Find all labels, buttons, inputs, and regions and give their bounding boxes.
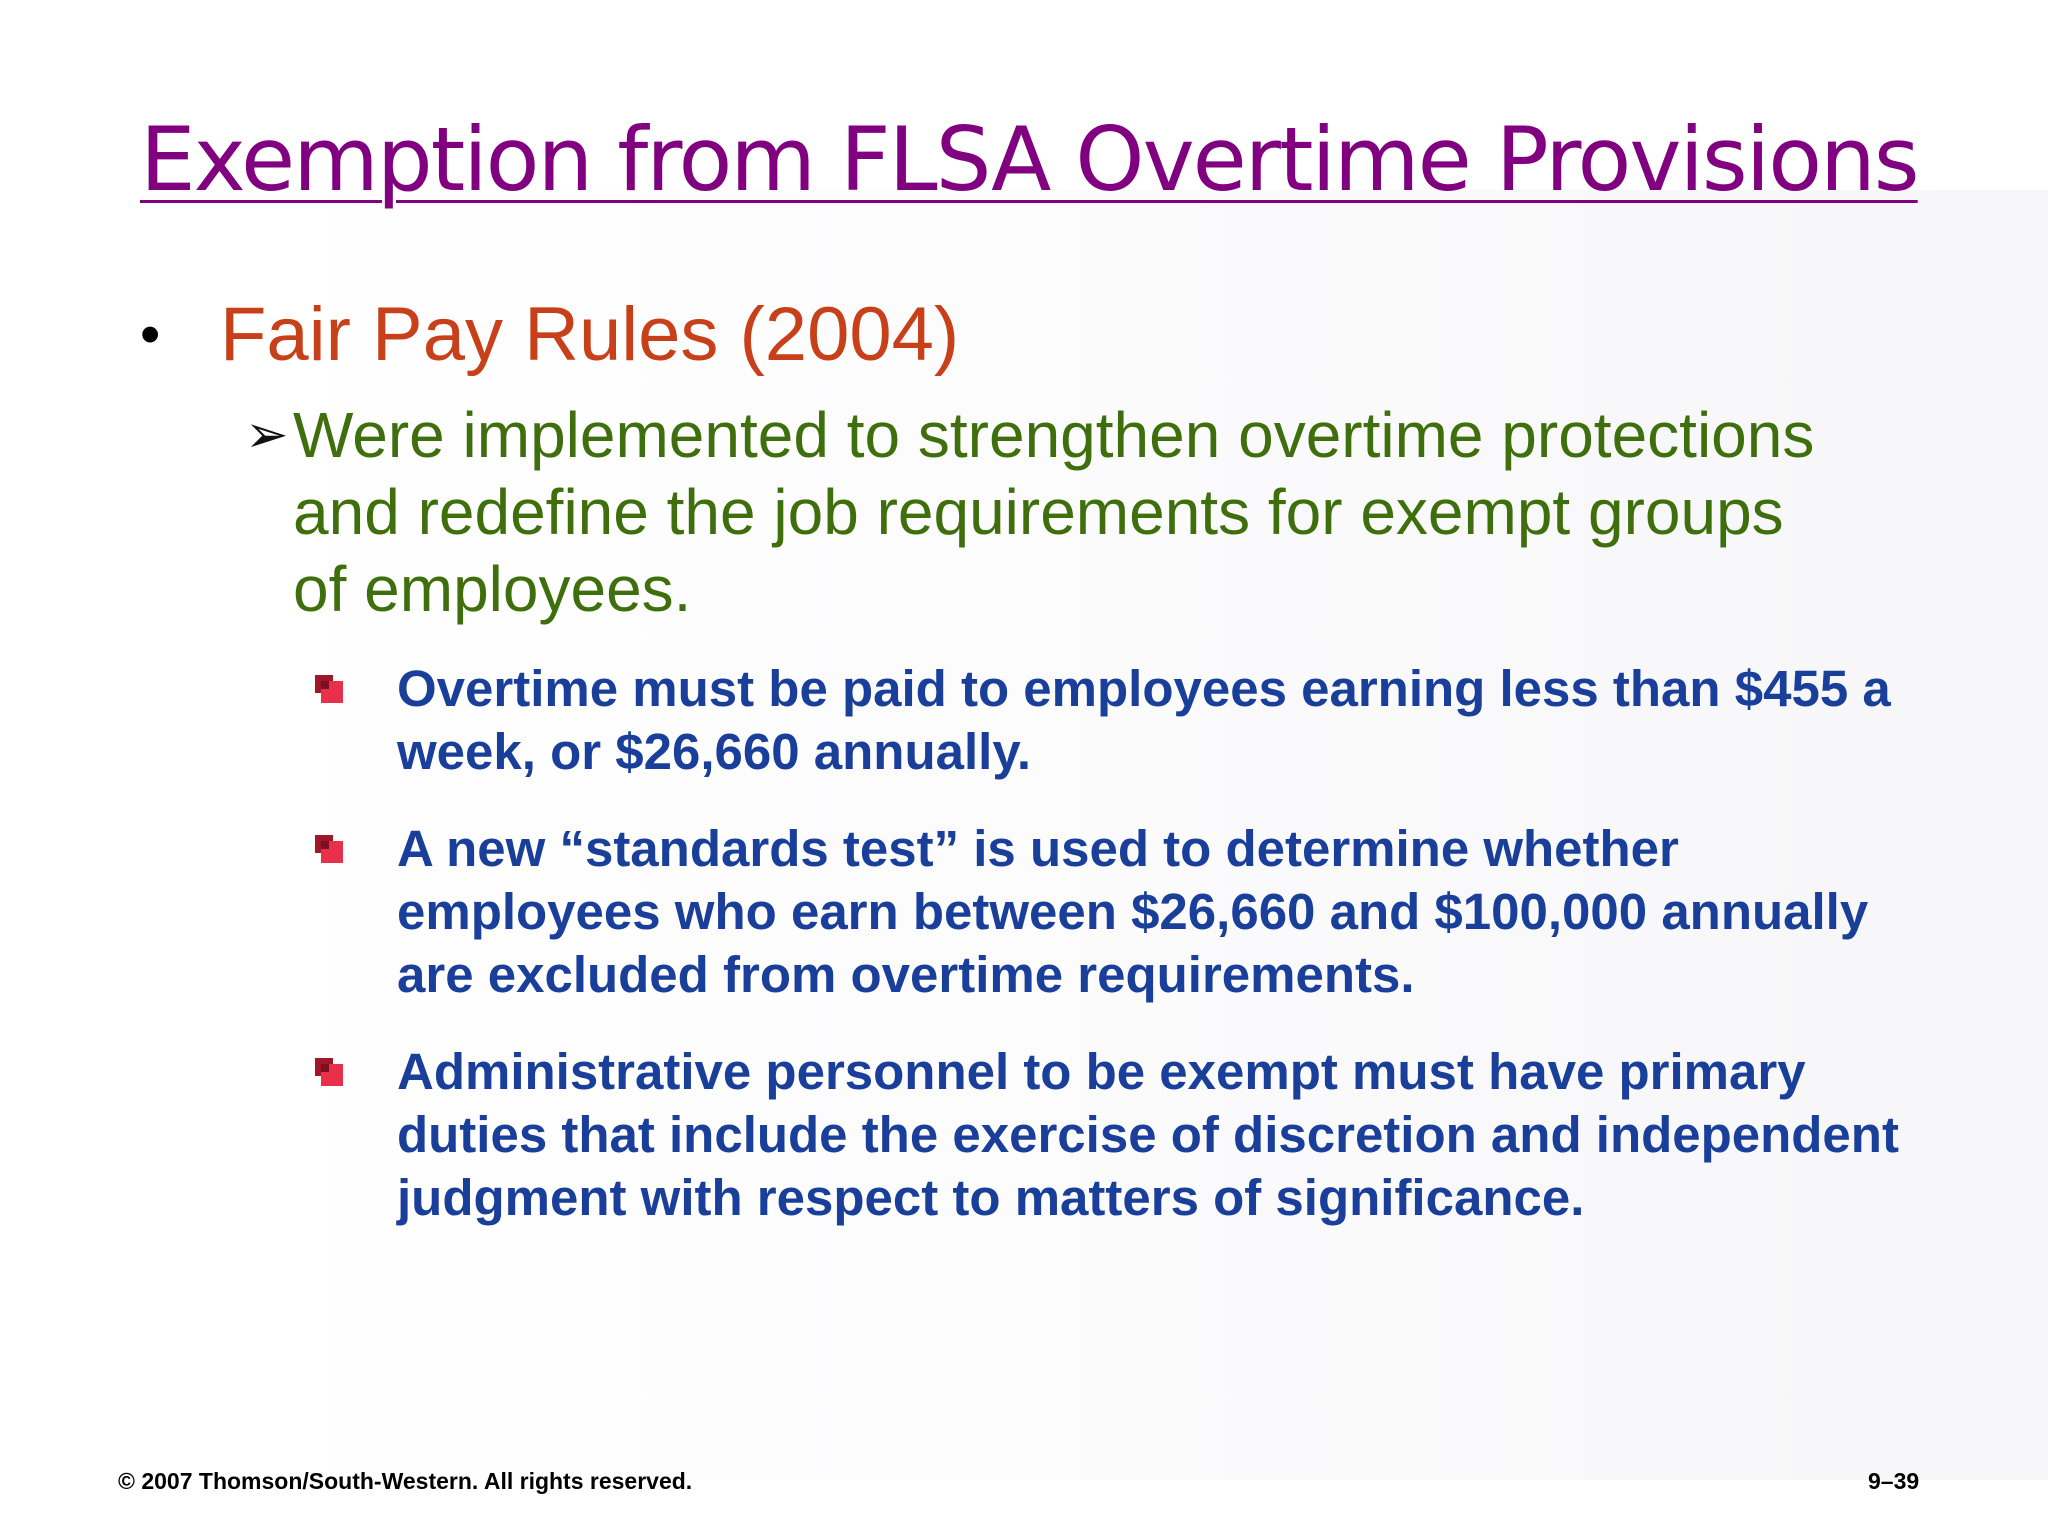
bullet-level-3-text: Administrative personnel to be exempt must have primary duties that include the exercise of discretion and independent judgment with respect to matters of significance. <box>397 1043 1899 1226</box>
red-square-bullet-icon <box>315 1058 343 1086</box>
slide-title: Exemption from FLSA Overtime Provisions <box>140 108 1918 211</box>
bullet-level-3-list <box>315 657 1935 1263</box>
list-item <box>315 817 1935 1006</box>
footer-slide-number: 9–39 <box>1868 1468 1920 1494</box>
bullet-level-1 <box>140 290 959 380</box>
footer-copyright: © 2007 Thomson/South-Western. All rights reserved. <box>118 1468 693 1494</box>
bullet-level-3-text: A new “standards test” is used to determine whether employees who earn between $26,660 and $100,000 annually are excluded from overtime requirements. <box>397 820 1869 1003</box>
list-item <box>315 657 1935 783</box>
arrow-bullet-icon: ➢ <box>245 405 289 465</box>
bullet-dot-icon: • <box>140 302 161 367</box>
bullet-level-3-text: Overtime must be paid to employees earning less than $455 a week, or $26,660 annually. <box>397 660 1891 780</box>
red-square-bullet-icon <box>315 835 343 863</box>
bullet-level-2 <box>245 397 1845 628</box>
red-square-bullet-icon <box>315 675 343 703</box>
bullet-level-2-text: Were implemented to strengthen overtime protections and redefine the job requirements for exempt groups of employees. <box>293 399 1815 625</box>
list-item <box>315 1040 1935 1229</box>
bullet-level-1-text: Fair Pay Rules (2004) <box>220 292 960 377</box>
